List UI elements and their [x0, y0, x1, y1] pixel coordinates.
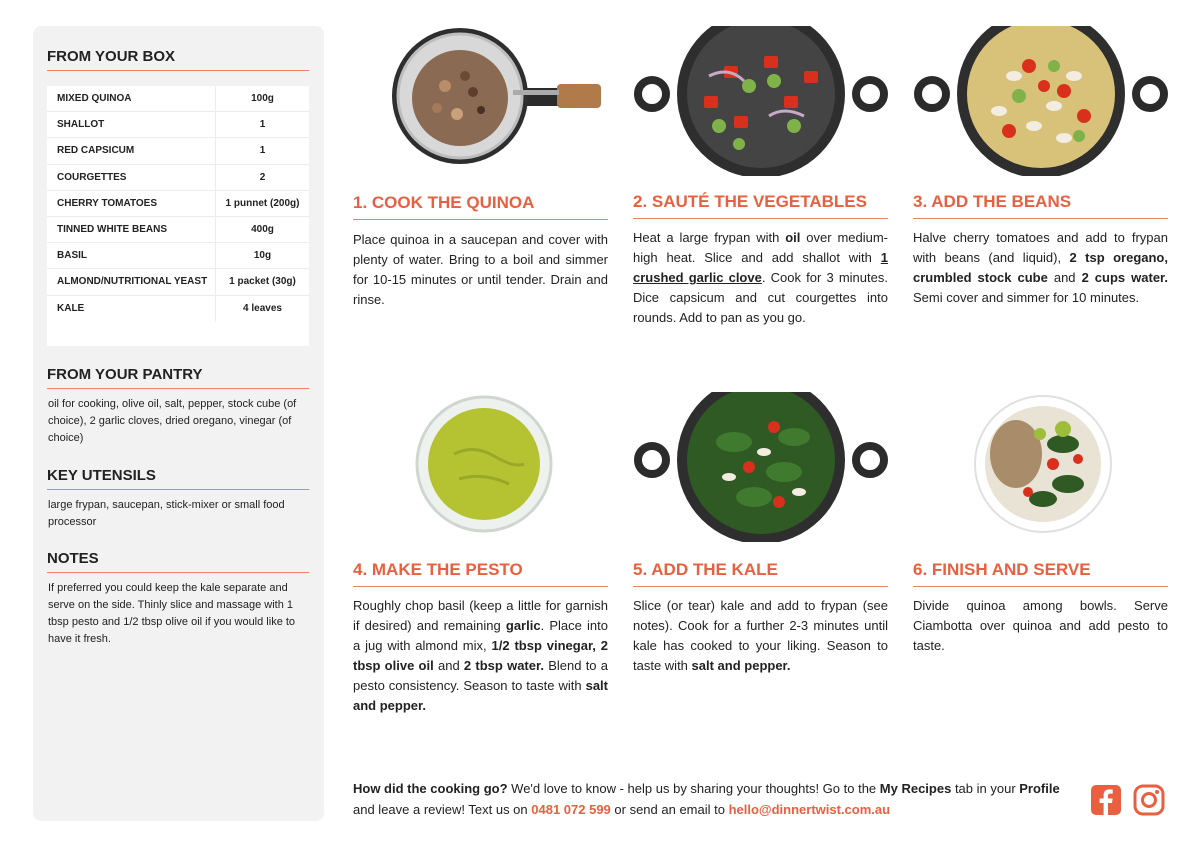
bold-text: garlic — [505, 618, 541, 633]
text-run: Semi cover and simmer for 10 minutes. — [913, 290, 1140, 305]
step-2-body — [633, 228, 888, 328]
step-1-body — [353, 230, 608, 310]
box-ingredient-row — [47, 86, 309, 112]
bold-text: salt and pepper. — [353, 678, 608, 713]
step-6-photo — [968, 394, 1118, 534]
ingredient-name: KALE — [57, 303, 85, 315]
box-ingredient-row — [47, 243, 309, 269]
step-5-title: 5. ADD THE KALE — [633, 560, 888, 587]
box-ingredient-row — [47, 191, 309, 217]
text-run: or send an email to — [610, 802, 729, 817]
ingredient-name: ALMOND/NUTRITIONAL YEAST — [57, 276, 208, 288]
facebook-icon[interactable] — [1090, 784, 1122, 816]
box-ingredient-row — [47, 138, 309, 164]
feedback-footer — [353, 778, 1073, 820]
text-run: Halve cherry tomatoes and add to frypan with beans (and liquid), — [913, 230, 1168, 265]
sidebar — [33, 26, 324, 821]
instagram-icon[interactable] — [1133, 784, 1165, 816]
contact-link[interactable]: hello@dinnertwist.com.au — [728, 802, 891, 817]
pantry-text: oil for cooking, olive oil, salt, pepper, stock cube (of choice), 2 garlic cloves, dried oregano, vinegar (of choice) — [48, 398, 297, 444]
ingredient-quantity: 10g — [215, 243, 309, 268]
ingredient-name: TINNED WHITE BEANS — [57, 224, 167, 236]
bold-text: 2 tbsp water. — [463, 658, 544, 673]
ingredient-quantity: 2 — [215, 165, 309, 190]
ingredient-name: COURGETTES — [57, 171, 127, 183]
ingredient-name: MIXED QUINOA — [57, 93, 132, 105]
ingredient-quantity: 4 leaves — [215, 296, 309, 322]
text-run: . Place into a jug with almond mix, — [353, 618, 608, 653]
from-box-title: FROM YOUR BOX — [47, 48, 309, 71]
step-3-body — [913, 228, 1168, 308]
ingredient-quantity: 100g — [215, 86, 309, 111]
step-4-photo — [414, 394, 554, 534]
notes-text: If preferred you could keep the kale separate and serve on the side. Thinly slice and massage with 1 tbsp pesto and 1/2 tbsp olive oil if you would like to have it fresh. — [48, 582, 296, 645]
contact-link[interactable]: 0481 072 599 — [531, 802, 611, 817]
utensils-title: KEY UTENSILS — [47, 467, 309, 490]
ingredient-quantity: 1 — [215, 112, 309, 137]
box-ingredients-table — [47, 86, 309, 346]
step-1-title: 1. COOK THE QUINOA — [353, 193, 608, 220]
step-5-photo — [634, 392, 888, 542]
box-ingredient-row — [47, 112, 309, 138]
step-5-body — [633, 596, 888, 676]
text-run: and — [433, 658, 464, 673]
text-run: Blend to a pesto consistency. Season to taste with — [353, 658, 609, 693]
ingredient-name: RED CAPSICUM — [57, 145, 135, 157]
step-4-body — [353, 596, 608, 716]
text-run: Divide quinoa among bowls. Serve Ciambotta over quinoa and add pesto to taste. — [913, 598, 1168, 653]
bold-text: 2 tsp oregano, crumbled stock cube — [913, 250, 1168, 285]
step-3-title: 3. ADD THE BEANS — [913, 192, 1168, 219]
bold-text: My Recipes — [879, 781, 952, 796]
box-ingredient-row — [47, 217, 309, 243]
box-ingredient-row — [47, 296, 309, 322]
step-6-title: 6. FINISH AND SERVE — [913, 560, 1168, 587]
text-run: . Cook for 3 minutes. Dice capsicum and cut courgettes into rounds. Add to pan as you go. — [633, 270, 888, 325]
bold-text: oil — [785, 230, 801, 245]
text-run: tab in your — [951, 781, 1020, 796]
text-run: Slice (or tear) kale and add to frypan (see notes). Cook for a further 2-3 minutes until kale has cooked to your liking. Season to taste with — [633, 598, 888, 673]
bold-text: Profile — [1019, 781, 1060, 796]
text-run: and — [1047, 270, 1082, 285]
step-2-photo — [634, 26, 888, 176]
ingredient-quantity: 1 packet (30g) — [215, 269, 309, 294]
ingredient-name: CHERRY TOMATOES — [57, 197, 158, 209]
text-run: Roughly chop basil (keep a little for garnish if desired) and remaining — [353, 598, 608, 633]
bold-text: salt and pepper. — [691, 658, 791, 673]
text-run: Heat a large frypan with — [633, 230, 786, 245]
pantry-title: FROM YOUR PANTRY — [47, 366, 309, 389]
ingredient-quantity: 1 punnet (200g) — [215, 191, 309, 216]
notes-title: NOTES — [47, 550, 309, 573]
ingredient-quantity: 1 — [215, 138, 309, 163]
step-3-photo — [914, 26, 1168, 176]
step-4-title: 4. MAKE THE PESTO — [353, 560, 608, 587]
text-run: We'd love to know - help us by sharing your thoughts! Go to the — [507, 781, 880, 796]
box-ingredient-row — [47, 165, 309, 191]
bold-text: How did the cooking go? — [353, 781, 508, 796]
text-run: Place quinoa in a saucepan and cover with plenty of water. Bring to a boil and simmer for 10-15 minutes or until tender. Drain and rinse. — [353, 232, 608, 307]
bold-text: 2 cups water. — [1081, 270, 1169, 285]
utensils-text: large frypan, saucepan, stick-mixer or small food processor — [48, 499, 285, 528]
step-1-photo — [385, 26, 605, 176]
underlined-text: 1 crushed garlic clove — [633, 250, 888, 285]
box-ingredient-row — [47, 269, 309, 295]
ingredient-name: SHALLOT — [57, 119, 105, 131]
bold-text: 1/2 tbsp vinegar, 2 tbsp olive oil — [353, 638, 608, 673]
text-run: over medium-high heat. Slice and add shallot with — [633, 230, 889, 265]
ingredient-quantity: 400g — [215, 217, 309, 242]
text-run: and leave a review! Text us on — [353, 802, 532, 817]
step-6-body — [913, 596, 1168, 656]
ingredient-name: BASIL — [57, 250, 87, 262]
step-2-title: 2. SAUTÉ THE VEGETABLES — [633, 192, 888, 219]
